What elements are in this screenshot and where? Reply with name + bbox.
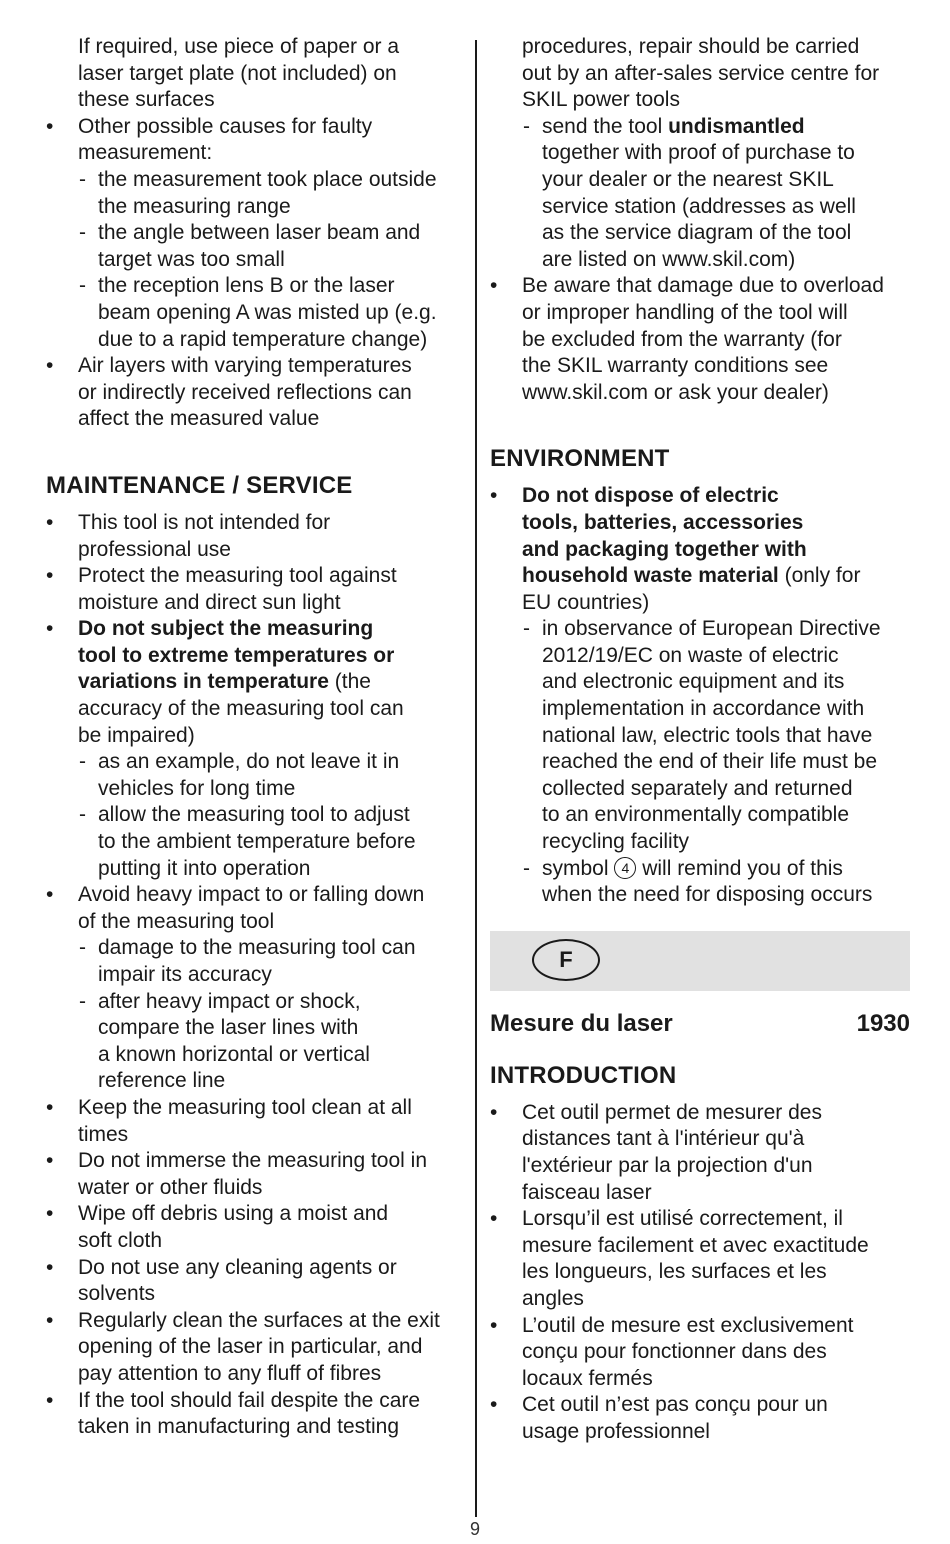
list-item: • Do not dispose of electric tools, batteries, accessories and packaging together with household waste material (only for EU countries) - in observance of European Directive 2012/19/EC on waste of electric and electronic equipment and its implementation in accordance with national law, electric tools that have reached the end of their life must be collected separately and returned to an environmentally compatible recycling facility - symbol 4 will remind you of this when the need for disposing occurs [490,483,910,909]
sub-list [78,935,466,1095]
introduction-heading: INTRODUCTION [490,1061,677,1089]
list-item: • Cet outil n’est pas conçu pour un usage professionnel [490,1392,910,1445]
list-item: • Avoid heavy impact to or falling down of the measuring tool - damage to the measuring tool can impair its accuracy - after heavy impact or shock, compare the laser lines with a known horizontal or vertical reference line [46,882,466,1095]
list-item: • If the tool should fail despite the care taken in manufacturing and testing [46,1388,466,1441]
list-item: • Be aware that damage due to overload or improper handling of the tool will be excluded from the warranty (for the SKIL warranty conditions see www.skil.com or ask your dealer) [490,273,910,406]
sub-list [522,114,910,274]
language-badge: F [532,939,600,981]
list-item: • Do not subject the measuring tool to extreme temperatures or variations in temperature (the accuracy of the measuring tool can be impaired) - as an example, do not leave it in vehicles for long time - allow the measuring tool to adjust to the ambient temperature before putting it into operation [46,616,466,882]
sub-list [522,616,910,909]
maintenance-heading: MAINTENANCE / SERVICE [46,471,353,499]
sub-list-item: - the reception lens B or the laser beam opening A was misted up (e.g. due to a rapid temperature change) [78,273,466,353]
recycling-symbol-number-icon: 4 [614,857,636,879]
list-item: • Other possible causes for faulty measurement: - the measurement took place outside the measuring range - the angle between laser beam and target was too small - the reception lens B or the laser beam opening A was misted up (e.g. due to a rapid temperature change) [46,114,466,353]
troubleshooting-list [46,114,466,433]
sub-list-item: - after heavy impact or shock, compare the laser lines with a known horizontal or vertical reference line [78,989,466,1095]
paragraph-continuation: procedures, repair should be carried out by an after-sales service centre for SKIL power tools [522,35,880,112]
page-number: 9 [469,1519,480,1539]
sub-list [78,749,466,882]
list-item: • Regularly clean the surfaces at the exit opening of the laser in particular, and pay attention to any fluff of fibres [46,1308,466,1388]
introduction-list [490,1100,910,1446]
list-item: • Air layers with varying temperatures or indirectly received reflections can affect the measured value [46,353,466,433]
list-item: • Protect the measuring tool against moisture and direct sun light [46,563,466,616]
sub-list-item: - symbol 4 will remind you of this when the need for disposing occurs [522,856,910,909]
paragraph-continuation: If required, use piece of paper or a laser target plate (not included) on these surfaces [78,35,400,112]
sub-list-item: - in observance of European Directive 2012/19/EC on waste of electric and electronic equipment and its implementation in accordance with national law, electric tools that have reached the end of their life must be collected separately and returned to an environmentally compatible recycling facility [522,616,910,855]
sub-list-item: - the measurement took place outside the measuring range [78,167,466,220]
list-item: • Do not immerse the measuring tool in water or other fluids [46,1148,466,1201]
sub-list [78,167,466,353]
list-item: • L’outil de mesure est exclusivement conçu pour fonctionner dans des locaux fermés [490,1313,910,1393]
environment-heading: ENVIRONMENT [490,445,670,473]
language-bar [490,931,910,991]
product-title-row [490,1009,910,1039]
list-item: • Keep the measuring tool clean at all times [46,1095,466,1148]
warranty-list [490,273,910,406]
list-item: • This tool is not intended for professional use [46,510,466,563]
column-divider [475,40,477,1517]
environment-list [490,483,910,909]
right-column [490,34,910,1446]
sub-list-item: - allow the measuring tool to adjust to the ambient temperature before putting it into operation [78,802,466,882]
list-item: • Wipe off debris using a moist and soft cloth [46,1201,466,1254]
sub-list-item: - the angle between laser beam and target was too small [78,220,466,273]
left-column [46,34,466,1441]
list-item: • Cet outil permet de mesurer des distances tant à l'intérieur qu'à l'extérieur par la projection d'un faisceau laser [490,1100,910,1206]
product-number: 1930 [856,1009,910,1037]
product-name: Mesure du laser [490,1009,673,1037]
list-item: • Do not use any cleaning agents or solvents [46,1255,466,1308]
sub-list-item: - damage to the measuring tool can impair its accuracy [78,935,466,988]
sub-list-item: - send the tool undismantled together with proof of purchase to your dealer or the nearest SKIL service station (addresses as well as the service diagram of the tool are listed on www.skil.com) [522,114,910,274]
sub-list-item: - as an example, do not leave it in vehicles for long time [78,749,466,802]
list-item: • Lorsqu’il est utilisé correctement, il mesure facilement et avec exactitude les longueurs, les surfaces et les angles [490,1206,910,1312]
maintenance-list [46,510,466,1441]
